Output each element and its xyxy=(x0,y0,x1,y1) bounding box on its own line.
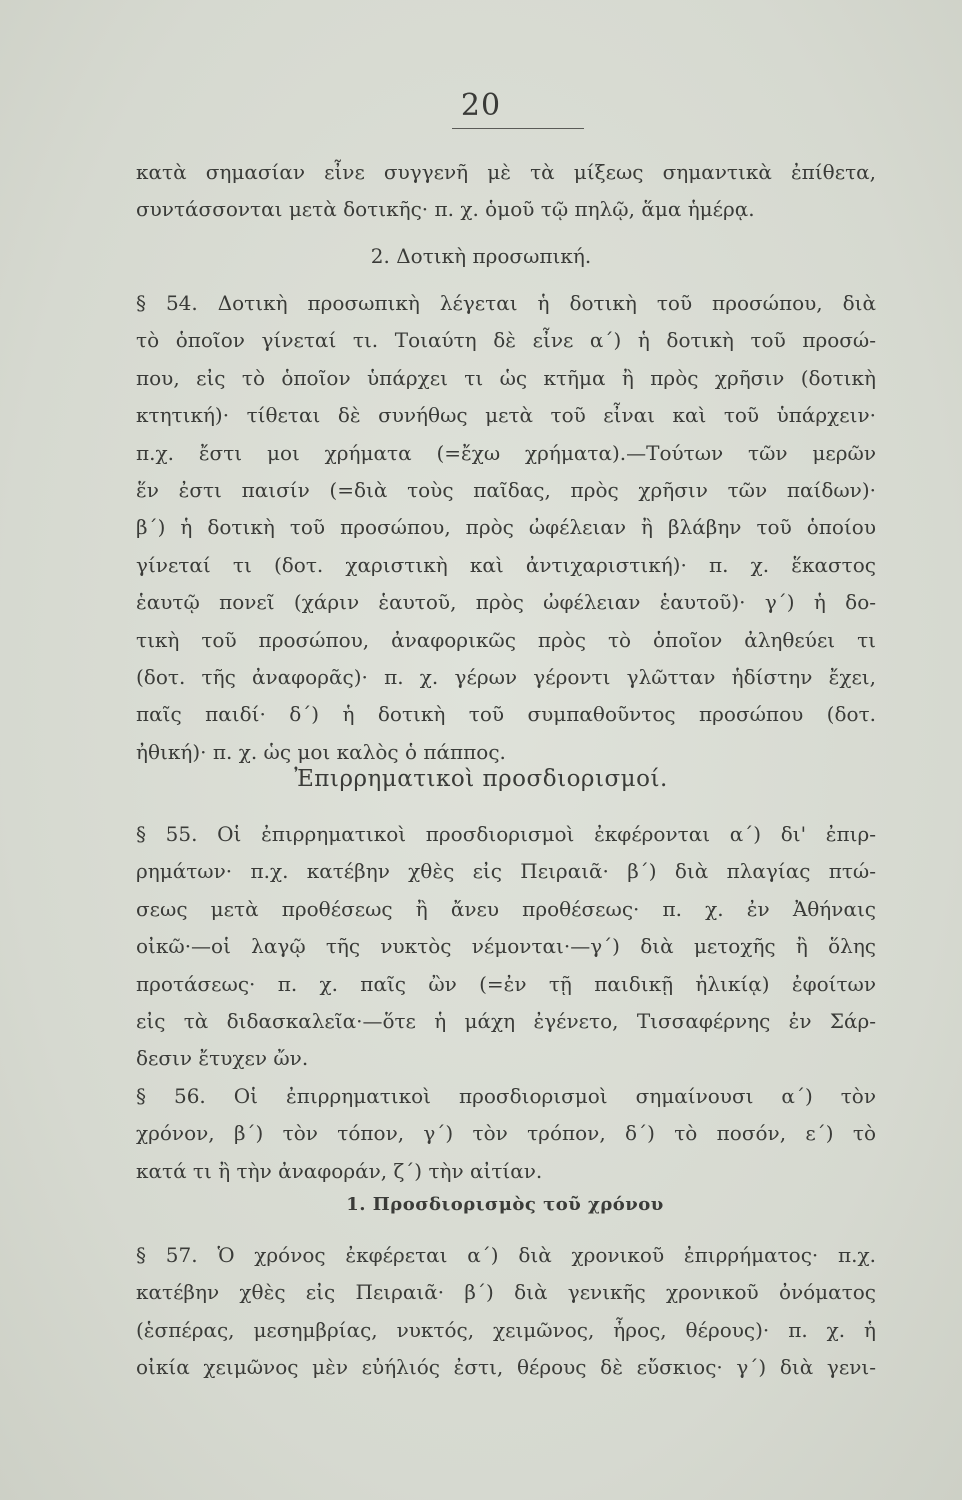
heading-adverbial-modifiers: Ἐπιρρηματικοὶ προσδιορισμοί. xyxy=(294,766,668,792)
text-line: π.χ. ἔστι μοι χρήματα (=ἔχω χρήματα).—Τούτων τῶν μερῶν xyxy=(136,440,876,465)
text-line: (δοτ. τῆς ἀναφορᾶς)· π. χ. γέρων γέροντι γλῶτταν ἡδίστην ἔχει, xyxy=(136,664,876,689)
text-line: κατὰ σημασίαν εἶνε συγγενῆ μὲ τὰ μίξεως σημαντικὰ ἐπίθετα, xyxy=(136,160,876,184)
text-line: τὸ ὁποῖον γίνεταί τι. Τοιαύτη δὲ εἶνε α΄) ἡ δοτικὴ τοῦ προσώ- xyxy=(136,328,876,353)
text-line: § 55. Οἱ ἐπιρρηματικοὶ προσδιορισμοὶ ἐκφέρονται α΄) δι' ἐπιρ- xyxy=(136,822,876,846)
text-line: οἰκία χειμῶνος μὲν εὐήλιός ἐστι, θέρους δὲ εὔσκιος· γ΄) διὰ γενι- xyxy=(136,1355,876,1380)
text-line: ἕν ἐστι παισίν (=διὰ τοὺς παῖδας, πρὸς χρῆσιν τῶν παίδων)· xyxy=(136,477,876,502)
text-line: σεως μετὰ προθέσεως ἢ ἄνευ προθέσεως· π. χ. ἐν Ἀθήναις xyxy=(136,896,876,921)
subheading-time-modifier: 1. Προσδιορισμὸς τοῦ χρόνου xyxy=(346,1194,664,1215)
text-line: ρημάτων· π.χ. κατέβην χθὲς εἰς Πειραιᾶ· β΄) διὰ πλαγίας πτώ- xyxy=(136,859,876,884)
text-line: § 56. Οἱ ἐπιρρηματικοὶ προσδιορισμοὶ σημαίνουσι α΄) τὸν xyxy=(136,1083,876,1108)
text-line: κατέβην χθὲς εἰς Πειραιᾶ· β΄) διὰ γενικῆς χρονικοῦ ὀνόματος xyxy=(136,1280,876,1305)
text-line: τικὴ τοῦ προσώπου, ἀναφορικῶς πρὸς τὸ ὁποῖον ἀληθεύει τι xyxy=(136,627,876,652)
section-57 xyxy=(136,1237,876,1387)
text-line: κτητική)· τίθεται δὲ συνήθως μετὰ τοῦ εἶναι καὶ τοῦ ὑπάρχειν· xyxy=(136,403,876,428)
text-line: κατά τι ἢ τὴν ἀναφοράν, ζ΄) τὴν αἰτίαν. xyxy=(136,1158,543,1183)
section-54 xyxy=(136,285,876,771)
text-line: (ἑσπέρας, μεσημβρίας, νυκτός, χειμῶνος, ἦρος, θέρους)· π. χ. ἡ xyxy=(136,1317,876,1342)
text-line: δεσιν ἔτυχεν ὤν. xyxy=(136,1046,309,1071)
text-line: § 54. Δοτικὴ προσωπικὴ λέγεται ἡ δοτικὴ τοῦ προσώπου, διὰ xyxy=(136,291,876,315)
text-line: ἠθική)· π. χ. ὡς μοι καλὸς ὁ πάππος. xyxy=(136,739,506,764)
text-line: οἰκῶ·—οἱ λαγῷ τῆς νυκτὸς νέμονται·—γ΄) διὰ μετοχῆς ἢ ὅλης xyxy=(136,934,876,959)
text-line: γίνεταί τι (δοτ. χαριστικὴ καὶ ἀντιχαριστική)· π. χ. ἕκαστος xyxy=(136,552,876,577)
text-line: ἑαυτῷ πονεῖ (χάριν ἑαυτοῦ, πρὸς ὠφέλειαν ἑαυτοῦ)· γ΄) ἡ δο- xyxy=(136,590,876,615)
text-line: χρόνον, β΄) τὸν τόπον, γ΄) τὸν τρόπον, δ΄) τὸ ποσόν, ε΄) τὸ xyxy=(136,1121,876,1146)
section-55-56 xyxy=(136,816,876,1190)
text-line: συντάσσονται μετὰ δοτικῆς· π. χ. ὁμοῦ τῷ πηλῷ, ἅμα ἡμέρᾳ. xyxy=(136,197,755,222)
header-rule xyxy=(452,128,584,129)
text-line: § 57. Ὁ χρόνος ἐκφέρεται α΄) διὰ χρονικοῦ ἐπιρρήματος· π.χ. xyxy=(136,1243,876,1267)
text-line: β΄) ἡ δοτικὴ τοῦ προσώπου, πρὸς ὠφέλειαν ἢ βλάβην τοῦ ὁποίου xyxy=(136,515,876,540)
text-line: παῖς παιδί· δ΄) ἡ δοτικὴ τοῦ συμπαθοῦντος προσώπου (δοτ. xyxy=(136,702,876,727)
text-line: εἰς τὰ διδασκαλεῖα·—ὅτε ἡ μάχη ἐγένετο, Τισσαφέρνης ἐν Σάρ- xyxy=(136,1008,876,1033)
intro-paragraph xyxy=(136,154,876,229)
text-line: που, εἰς τὸ ὁποῖον ὑπάρχει τι ὡς κτῆμα ἢ πρὸς χρῆσιν (δοτικὴ xyxy=(136,365,876,390)
page-number: 20 xyxy=(460,88,502,123)
text-line: προτάσεως· π. χ. παῖς ὢν (=ἐν τῇ παιδικῇ ἡλικίᾳ) ἐφοίτων xyxy=(136,971,876,996)
subheading-dative-personal: 2. Δοτικὴ προσωπική. xyxy=(370,244,592,268)
